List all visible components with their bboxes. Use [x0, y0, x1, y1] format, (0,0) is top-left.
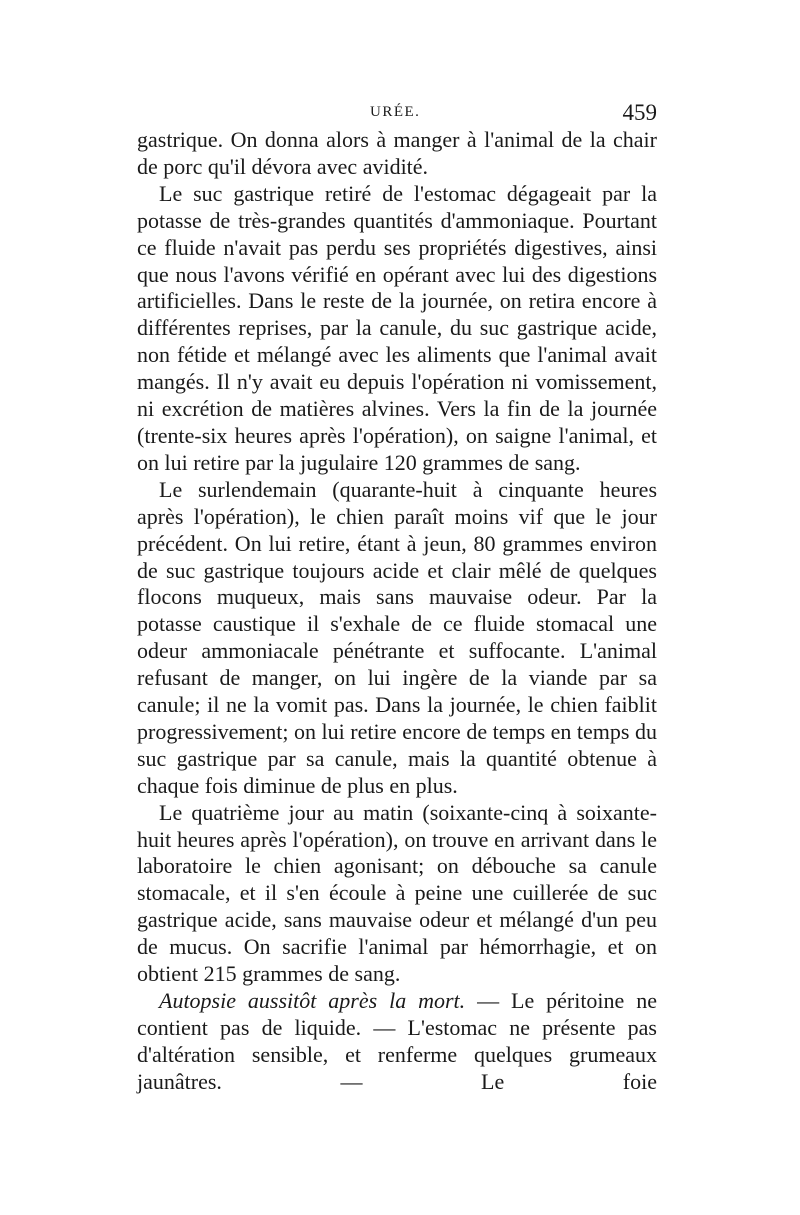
paragraph-autopsy — [137, 988, 657, 1096]
paragraph-fourth-day: Le quatrième jour au matin (soixante-cinq à soixante-huit heures après l'opération), on trouve en arrivant dans le laboratoire le chien agonisant; on débouche sa canule stomacale, et il s'en écoule à peine une cuillerée de suc gastrique acide, sans mauvaise odeur et mélangé d'un peu de mucus. On sacrifie l'animal par hémorrhagie, et on obtient 215 grammes de sang. — [137, 799, 657, 987]
autopsy-heading: Autopsie aussitôt après la mort. — [159, 988, 466, 1013]
paragraph-continuation: gastrique. On donna alors à manger à l'animal de la chair de porc qu'il dévora avec avidité. — [137, 127, 657, 179]
running-head — [137, 100, 657, 128]
paragraph-next-day: Le surlendemain (quarante-huit à cinquante heures après l'opération), le chien paraît moins vif que le jour précédent. On lui retire, étant à jeun, 80 grammes environ de suc gastrique toujours acide et clair mêlé de quelques flocons muqueux, mais sans mauvaise odeur. Par la potasse caustique il s'exhale de ce fluide stomacal une odeur ammoniacale pénétrante et suffocante. L'animal refusant de manger, on lui ingère de la viande par sa canule; il ne la vomit pas. Dans la journée, le chien faiblit progressivement; on lui retire encore de temps en temps du suc gastrique par sa canule, mais la quantité obtenue à chaque fois diminue de plus en plus. — [137, 476, 657, 798]
autopsy-text: — Le péritoine ne contient pas de liquide. — L'estomac ne présente pas d'altération sensible, et renferme quelques grumeaux jaunâtres. — Le foie — [137, 988, 657, 1094]
page-number: 459 — [622, 100, 657, 125]
paragraph-gastric-juice: Le suc gastrique retiré de l'estomac dégageait par la potasse de très-grandes quantités d'ammoniaque. Pourtant ce fluide n'avait pas perdu ses propriétés digestives, ainsi que nous l'avons vérifié en opérant avec lui des digestions artificielles. Dans le reste de la journée, on retira encore à différentes reprises, par la canule, du suc gastrique acide, non fétide et mélangé avec les aliments que l'animal avait mangés. Il n'y avait eu depuis l'opération ni vomissement, ni excrétion de matières alvines. Vers la fin de la journée (trente-six heures après l'opération), on saigne l'animal, et on lui retire par la jugulaire 120 grammes de sang. — [137, 180, 657, 475]
running-title: URÉE. — [370, 104, 421, 120]
body-text — [137, 127, 657, 1096]
